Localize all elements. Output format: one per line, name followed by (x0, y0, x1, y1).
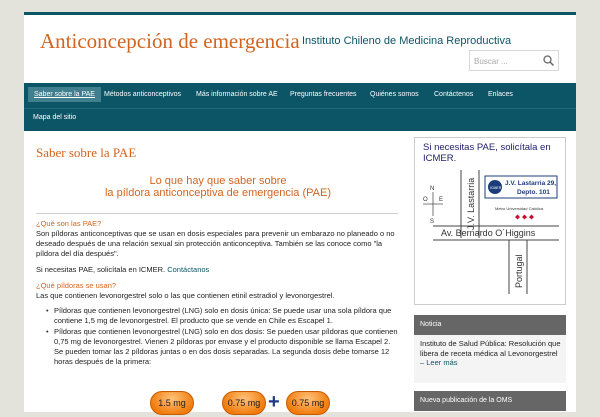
pill-1-5mg: 1.5 mg (150, 391, 194, 415)
main-content (36, 137, 400, 417)
post-title: Saber sobre la PAE (36, 145, 137, 160)
subheading-line-1: Lo que hay que saber sobre (149, 175, 287, 187)
noticia-text[interactable]: Instituto de Salud Pública: Resolución que libera de receta médica al Levonorgestrel (420, 339, 561, 358)
subheading-line-2: la píldora anticonceptiva de emergencia (PAE) (104, 187, 332, 199)
divider (36, 213, 398, 214)
contactanos-link[interactable]: Contáctanos (167, 265, 210, 274)
noticia-widget-body (414, 335, 566, 383)
nav-divider (24, 108, 576, 109)
metro-icon (515, 215, 534, 220)
nav-item-saber-pae[interactable]: Saber sobre la PAE (28, 87, 101, 102)
plus-sign: + (268, 391, 280, 413)
paragraph-solicitala (36, 265, 398, 275)
street-ohiggins-label: Av. Bernardo O´Higgins (441, 228, 536, 238)
pill-0-75mg-first: 0.75 mg (222, 391, 266, 415)
leer-mas-link[interactable]: – Leer más (420, 358, 458, 367)
nav-item-metodos[interactable]: Métodos anticonceptivos (104, 91, 182, 98)
search-form (469, 50, 559, 71)
address-line-1: J.V. Lastarria 29, (505, 180, 557, 187)
nav-item-mapa-sitio[interactable]: Mapa del sitio (33, 114, 77, 121)
paragraph-definition: Son píldoras anticonceptivas que se usan en dosis especiales para prevenir un embarazo no planeado o no deseado después de una relación sexual sin protección anticonceptiva. También se las conoce como "la píldora del día después". (36, 229, 395, 258)
question-que-son: ¿Qué son las PAE? (36, 219, 102, 228)
page-container (24, 12, 576, 412)
compass-o: O (423, 197, 428, 203)
compass-e: E (439, 197, 444, 203)
metro-label: Metro Universidad Católica (495, 206, 544, 211)
compass-s: S (430, 219, 435, 225)
nav-item-mas-informacion[interactable]: Más información sobre AE (196, 91, 278, 98)
solicitala-text: Si necesitas PAE, solicítala en ICMER. (36, 265, 166, 274)
list-item: • Píldoras que contienen levonorgestrel (LNG) solo en dosis única: Se puede usar una sola píldora que contiene 1,5 mg de levonorgestrel. El producto que se vende en Chile es Escapel 1. (46, 306, 398, 326)
search-icon[interactable] (542, 54, 555, 67)
pill-types-list (46, 306, 398, 368)
pill-0-75mg-second: 0.75 mg (286, 391, 330, 415)
nav-item-preguntas[interactable]: Preguntas frecuentes (290, 91, 357, 98)
icmer-widget-title: Si necesitas PAE, solicítala en ICMER. (423, 142, 551, 164)
article-subheading (36, 175, 400, 199)
address-line-2: Depto. 101 (517, 189, 550, 196)
paragraph-pildoras: Las que contienen levonorgestrel solo o las que contienen etinil estradiol y levonorgestrel. (36, 291, 335, 300)
search-input[interactable] (470, 52, 538, 71)
list-item: • Píldoras que contienen levonorgestrel (LNG) solo en dos dosis: Se pueden usar píldoras que contienen 0,75 mg de levonorgestrel. Vienen 2 píldoras por envase y el producto disponible se llama Escapel 2. Se pueden tomar las 2 píldoras juntas o en dos dosis separadas. La segunda dosis debe tomarse 12 horas después de la primera: (46, 327, 398, 367)
question-que-pildoras: ¿Qué píldoras se usan? (36, 281, 117, 290)
compass-n: N (430, 186, 435, 192)
icmer-logo-label: ICMER (490, 186, 502, 190)
main-navigation (24, 83, 576, 131)
site-title[interactable]: Anticoncepción de emergencia (40, 29, 300, 53)
noticia-widget-title: Noticia (414, 315, 566, 335)
street-portugal-label: Portugal (514, 254, 524, 288)
nav-item-contactenos[interactable]: Contáctenos (434, 91, 474, 98)
site-description: Instituto Chileno de Medicina Reproductiva (302, 35, 512, 47)
nav-item-quienes-somos[interactable]: Quiénes somos (370, 91, 419, 98)
nav-item-enlaces[interactable]: Enlaces (488, 91, 513, 98)
sidebar (414, 137, 566, 417)
street-lastarria-label: J.V. Lastarria (466, 177, 476, 230)
oms-widget-title: Nueva publicación de la OMS (414, 391, 566, 411)
icmer-location-map[interactable] (423, 170, 559, 294)
icmer-widget (414, 137, 566, 305)
